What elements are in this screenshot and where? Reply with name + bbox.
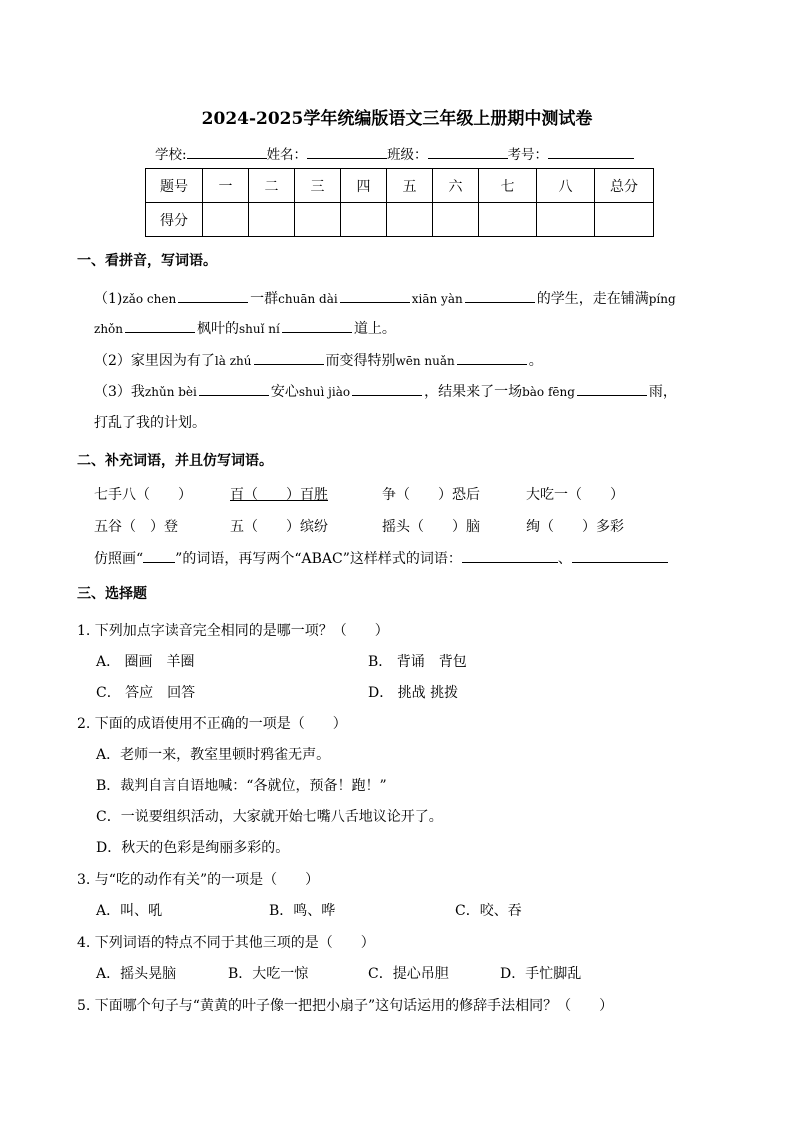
text: ，结果来了一场 xyxy=(424,384,523,400)
answer-blank[interactable] xyxy=(282,320,352,333)
pinyin: zhǒn xyxy=(94,322,124,336)
pinyin: bào fēng xyxy=(522,385,575,399)
text: （3）我 xyxy=(94,384,145,400)
answer-blank[interactable] xyxy=(465,290,535,303)
question-stem: 5. 下面哪个句子与“黄黄的叶子像一把把小扇子”这句话运用的修辞手法相同？（ ） xyxy=(77,998,614,1014)
score-cell[interactable] xyxy=(249,203,295,237)
q1-line-4 xyxy=(94,381,677,401)
idiom-cell[interactable]: 绚（ ）多彩 xyxy=(526,519,624,535)
option-d[interactable]: D． 挑战 挑拨 xyxy=(368,685,459,701)
score-cell[interactable] xyxy=(595,203,654,237)
option-b[interactable]: B．鸣、哗 xyxy=(269,903,336,919)
header-cell: 四 xyxy=(341,169,387,203)
pinyin: zǎo chen xyxy=(122,292,177,306)
option-d[interactable]: D．手忙脚乱 xyxy=(500,966,582,982)
option-b[interactable]: B．裁判自言自语地喊：“各就位，预备！跑！” xyxy=(96,778,387,794)
answer-blank[interactable] xyxy=(577,383,647,396)
pinyin: shuǐ ní xyxy=(239,322,280,336)
score-cell[interactable] xyxy=(433,203,479,237)
text: 一群 xyxy=(250,291,279,307)
option-b[interactable]: B． 背诵 背包 xyxy=(368,654,467,670)
answer-blank[interactable] xyxy=(462,550,558,563)
name-field[interactable] xyxy=(307,144,387,159)
q1-line-1 xyxy=(94,288,676,308)
answer-blank[interactable] xyxy=(572,550,668,563)
section-3-heading: 三、选择题 xyxy=(77,586,147,602)
text: 仿照画“ xyxy=(94,551,144,567)
class-field[interactable] xyxy=(428,144,508,159)
option-a[interactable]: A．叫、吼 xyxy=(96,903,163,919)
option-b[interactable]: B．大吃一惊 xyxy=(228,966,309,982)
answer-blank[interactable] xyxy=(457,352,527,365)
class-label: 班级： xyxy=(387,147,428,163)
q1-line-5: 打乱了我的计划。 xyxy=(94,415,206,431)
score-cell[interactable] xyxy=(479,203,537,237)
pinyin: là zhú xyxy=(214,354,252,368)
answer-blank[interactable] xyxy=(125,320,195,333)
header-cell: 六 xyxy=(433,169,479,203)
text: 枫叶的 xyxy=(197,321,240,337)
school-field[interactable] xyxy=(187,144,267,159)
option-a[interactable]: A．摇头晃脑 xyxy=(96,966,177,982)
pinyin: zhǔn bèi xyxy=(144,385,197,399)
option-c[interactable]: C．一说要组织活动，大家就开始七嘴八舌地议论开了。 xyxy=(96,809,443,825)
question-stem: 1. 下列加点字读音完全相同的是哪一项？（ ） xyxy=(77,623,389,639)
option-d[interactable]: D．秋天的色彩是绚丽多彩的。 xyxy=(96,840,290,856)
answer-blank[interactable] xyxy=(199,383,269,396)
idiom-cell-model[interactable]: 百（ ）百胜 xyxy=(230,487,328,503)
score-cell[interactable] xyxy=(203,203,249,237)
text: 的学生，走在铺满 xyxy=(536,291,649,307)
idiom-cell[interactable]: 大吃一（ ） xyxy=(526,487,624,503)
short-blank[interactable] xyxy=(143,548,175,563)
option-c[interactable]: C．提心吊胆 xyxy=(368,966,449,982)
header-cell: 五 xyxy=(387,169,433,203)
student-info-line xyxy=(155,143,634,163)
option-a[interactable]: A．老师一来，教室里顿时鸦雀无声。 xyxy=(96,747,331,763)
name-label: 姓名： xyxy=(266,147,308,163)
header-cell: 三 xyxy=(295,169,341,203)
text: 安心 xyxy=(270,384,299,400)
text: 雨， xyxy=(648,384,677,400)
header-cell: 二 xyxy=(249,169,295,203)
score-table-score-row xyxy=(146,203,654,237)
idiom-cell[interactable]: 七手八（ ） xyxy=(94,487,192,503)
answer-blank[interactable] xyxy=(352,383,422,396)
option-a[interactable]: A． 圈画 羊圈 xyxy=(96,654,195,670)
header-cell: 题号 xyxy=(146,169,203,203)
pinyin: píng xyxy=(648,292,676,306)
section-1-heading: 一、看拼音，写词语。 xyxy=(77,253,217,269)
question-stem: 2. 下面的成语使用不正确的一项是（ ） xyxy=(77,716,347,732)
separator: 、 xyxy=(557,551,572,567)
pinyin: shuì jiào xyxy=(298,385,351,399)
q1-line-3 xyxy=(94,350,543,370)
text: 。 xyxy=(528,353,543,369)
score-table xyxy=(145,168,654,237)
imitation-line xyxy=(94,548,668,568)
question-stem: 3. 与“吃的动作有关”的一项是（ ） xyxy=(77,872,320,888)
exam-no-label: 考号： xyxy=(507,147,549,163)
score-cell[interactable] xyxy=(387,203,433,237)
exam-no-field[interactable] xyxy=(548,144,634,159)
idiom-cell[interactable]: 五（ ）缤纷 xyxy=(230,519,328,535)
header-cell: 总分 xyxy=(595,169,654,203)
idiom-cell[interactable]: 摇头（ ）脑 xyxy=(382,519,480,535)
score-table-header-row xyxy=(146,169,654,203)
text: 而变得特别 xyxy=(325,353,396,369)
score-cell[interactable] xyxy=(295,203,341,237)
answer-blank[interactable] xyxy=(178,290,248,303)
pinyin: xiān yàn xyxy=(411,292,463,306)
header-cell: 七 xyxy=(479,169,537,203)
row-label: 得分 xyxy=(146,203,203,237)
text: （2）家里因为有了 xyxy=(94,353,215,369)
answer-blank[interactable] xyxy=(340,290,410,303)
score-cell[interactable] xyxy=(537,203,595,237)
text: 道上。 xyxy=(353,321,396,337)
text: ”的词语，再写两个“ABAC”这样样式的词语： xyxy=(175,551,462,567)
q1-line-2 xyxy=(94,318,396,338)
item-number: （1) xyxy=(94,291,123,307)
question-stem: 4. 下列词语的特点不同于其他三项的是（ ） xyxy=(77,935,375,951)
school-label: 学校: xyxy=(155,147,187,163)
header-cell: 一 xyxy=(203,169,249,203)
header-cell: 八 xyxy=(537,169,595,203)
page-title: 2024-2025学年统编版语文三年级上册期中测试卷 xyxy=(201,109,593,129)
idiom-cell[interactable]: 争（ ）恐后 xyxy=(382,487,480,503)
option-c[interactable]: C．咬、吞 xyxy=(455,903,522,919)
pinyin: wēn nuǎn xyxy=(395,354,455,368)
option-c[interactable]: C． 答应 回答 xyxy=(96,685,196,701)
pinyin: chuān dài xyxy=(278,292,338,306)
score-cell[interactable] xyxy=(341,203,387,237)
idiom-cell[interactable]: 五谷（ ）登 xyxy=(94,519,178,535)
section-2-heading: 二、补充词语，并且仿写词语。 xyxy=(77,453,273,469)
answer-blank[interactable] xyxy=(254,352,324,365)
